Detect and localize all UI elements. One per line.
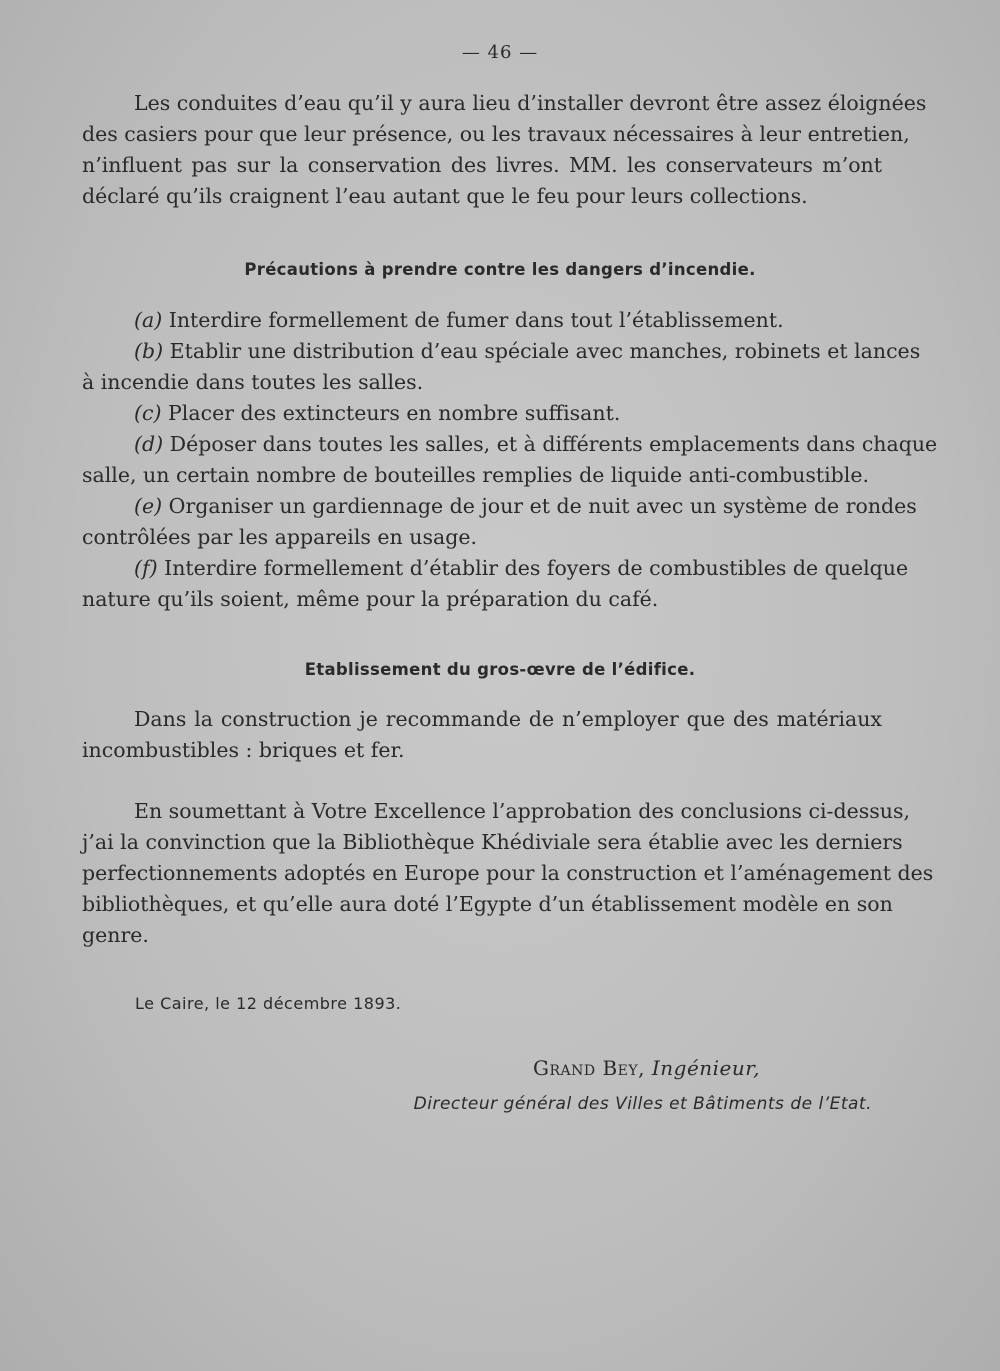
conclusion-line: j’ai la convinction que la Bibliothèque Khédiviale sera établie avec les derniers	[82, 830, 903, 854]
item-label: (c)	[134, 401, 162, 425]
list-item-f	[82, 553, 909, 584]
item-text: Interdire formellement d’établir des foyers de combustibles de quelque	[164, 556, 909, 580]
item-text: Placer des extincteurs en nombre suffisant.	[168, 401, 621, 425]
item-label: (a)	[134, 308, 163, 332]
item-label: (b)	[134, 339, 164, 363]
gros-oeuvre-paragraph	[82, 704, 882, 766]
list-item-b-cont: à incendie dans toutes les salles.	[82, 370, 424, 394]
intro-line: des casiers pour que leur présence, ou les travaux nécessaires à leur entretien,	[82, 122, 910, 146]
gros-oeuvre-line: incombustibles : briques et fer.	[82, 738, 405, 762]
intro-line: Les conduites d’eau qu’il y aura lieu d’installer devront être assez éloignées	[134, 91, 927, 115]
intro-line: n’influent pas sur la conservation des livres. MM. les conservateurs m’ont	[82, 153, 882, 177]
list-item-d	[82, 429, 938, 460]
list-item-b	[82, 336, 921, 367]
page-number: — 46 —	[461, 42, 539, 63]
date-line: Le Caire, le 12 décembre 1893.	[135, 994, 402, 1013]
signature-role: Directeur général des Villes et Bâtiments de l’Etat.	[413, 1094, 872, 1114]
intro-paragraph	[82, 88, 927, 212]
item-text: Etablir une distribution d’eau spéciale avec manches, robinets et lances	[169, 339, 921, 363]
item-text: Organiser un gardiennage de jour et de nuit avec un système de rondes	[168, 494, 917, 518]
item-label: (f)	[134, 556, 158, 580]
list-item-e	[82, 491, 917, 522]
conclusion-line: bibliothèques, et qu’elle aura doté l’Egypte d’un établissement modèle en son	[82, 892, 893, 916]
item-text: Déposer dans toutes les salles, et à différents emplacements dans chaque	[169, 432, 938, 456]
conclusion-line: perfectionnements adoptés en Europe pour la construction et l’aménagement des	[82, 861, 934, 885]
conclusion-paragraph	[82, 796, 934, 951]
list-item-f-cont: nature qu’ils soient, même pour la préparation du café.	[82, 587, 659, 611]
conclusion-line: En soumettant à Votre Excellence l’approbation des conclusions ci-dessus,	[134, 799, 910, 823]
list-item-a	[82, 305, 882, 336]
intro-line: déclaré qu’ils craignent l’eau autant que le feu pour leurs collections.	[82, 184, 808, 208]
list-item-e-cont: contrôlées par les appareils en usage.	[82, 525, 477, 549]
section-heading-precautions: Précautions à prendre contre les dangers d’incendie.	[244, 260, 756, 279]
list-item-d-cont: salle, un certain nombre de bouteilles remplies de liquide anti-combustible.	[82, 463, 869, 487]
precautions-list	[82, 305, 938, 615]
signature-name: Grand Bey	[533, 1056, 639, 1080]
conclusion-line: genre.	[82, 923, 149, 947]
signature-name-line: Grand Bey, Ingénieur,	[533, 1056, 760, 1080]
item-label: (e)	[134, 494, 163, 518]
item-label: (d)	[134, 432, 164, 456]
item-text: Interdire formellement de fumer dans tout l’établissement.	[168, 308, 784, 332]
gros-oeuvre-line: Dans la construction je recommande de n’employer que des matériaux	[134, 707, 882, 731]
list-item-c	[82, 398, 882, 429]
signature-title: Ingénieur,	[651, 1056, 760, 1080]
section-heading-gros-oeuvre: Etablissement du gros-œvre de l’édifice.	[304, 660, 696, 679]
